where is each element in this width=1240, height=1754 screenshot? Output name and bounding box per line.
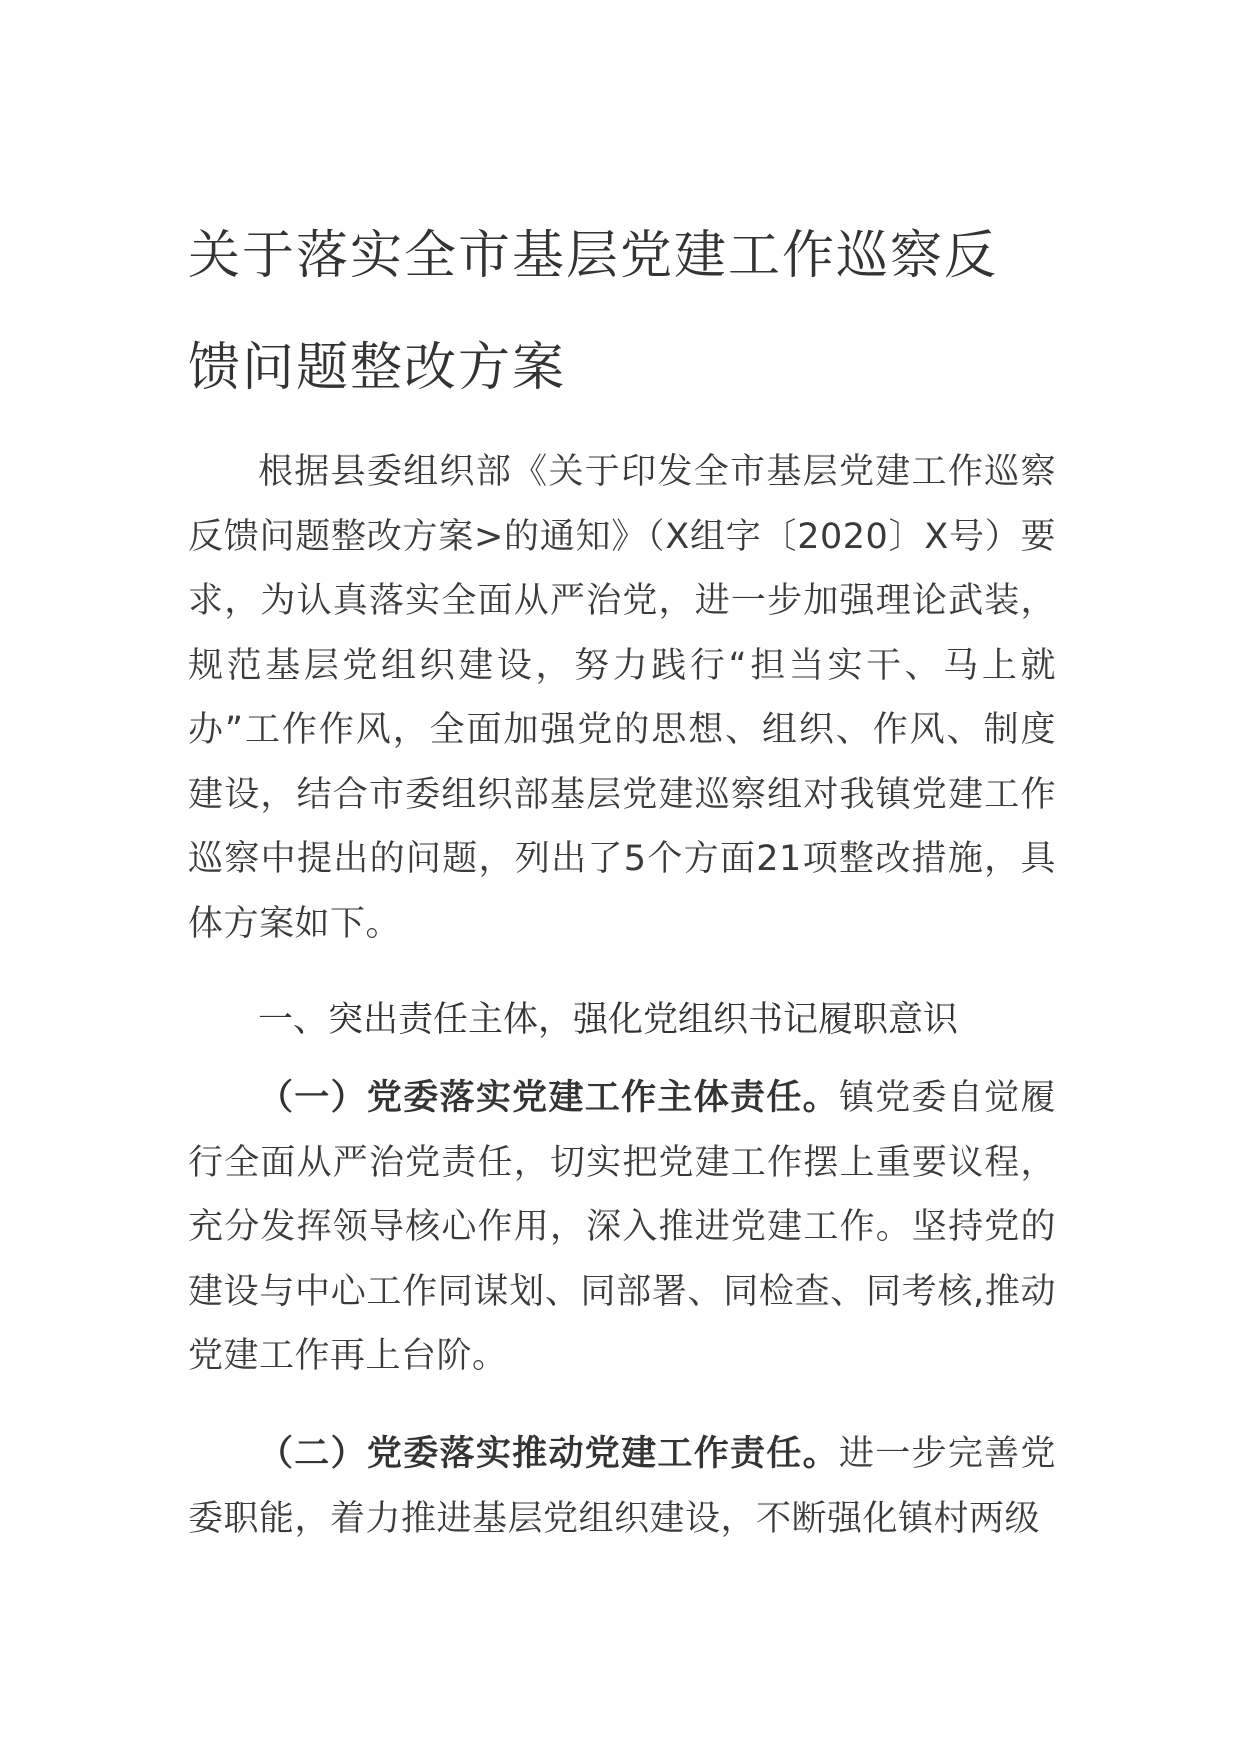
item-2-body: 进一步完善党委职能，着力推进基层党组织建设，不断强化镇村两级 (188, 1434, 1056, 1539)
document-title (188, 200, 1056, 424)
item-1-lead: （一）党委落实党建工作主体责任。 (258, 1078, 839, 1118)
item-2-lead: （二）党委落实推动党建工作责任。 (258, 1434, 839, 1474)
item-paragraph-1 (188, 1066, 1056, 1389)
item-1-body: 镇党委自觉履行全面从严治党责任，切实把党建工作摆上重要议程，充分发挥领导核心作用，深入推进党建工作。坚持党的建设与中心工作同谋划、同部署、同检查、同考核,推动党建工作再上台阶。 (188, 1078, 1056, 1376)
item-paragraph-2 (188, 1422, 1056, 1551)
intro-paragraph: 根据县委组织部《关于印发全市基层党建工作巡察反馈问题整改方案>的通知》（X组字〔2020〕X号）要求，为认真落实全面从严治党，进一步加强理论武装，规范基层党组织建设，努力践行“担当实干、马上就办”工作作风，全面加强党的思想、组织、作风、制度建设，结合市委组织部基层党建巡察组对我镇党建工作巡察中提出的问题，列出了5个方面21项整改措施，具体方案如下。 (188, 452, 1056, 944)
title-line-2: 馈问题整改方案 (188, 338, 567, 398)
section-heading-1: 一、突出责任主体，强化党组织书记履职意识 (258, 1000, 959, 1040)
title-line-1: 关于落实全市基层党建工作巡察反 (188, 226, 999, 286)
